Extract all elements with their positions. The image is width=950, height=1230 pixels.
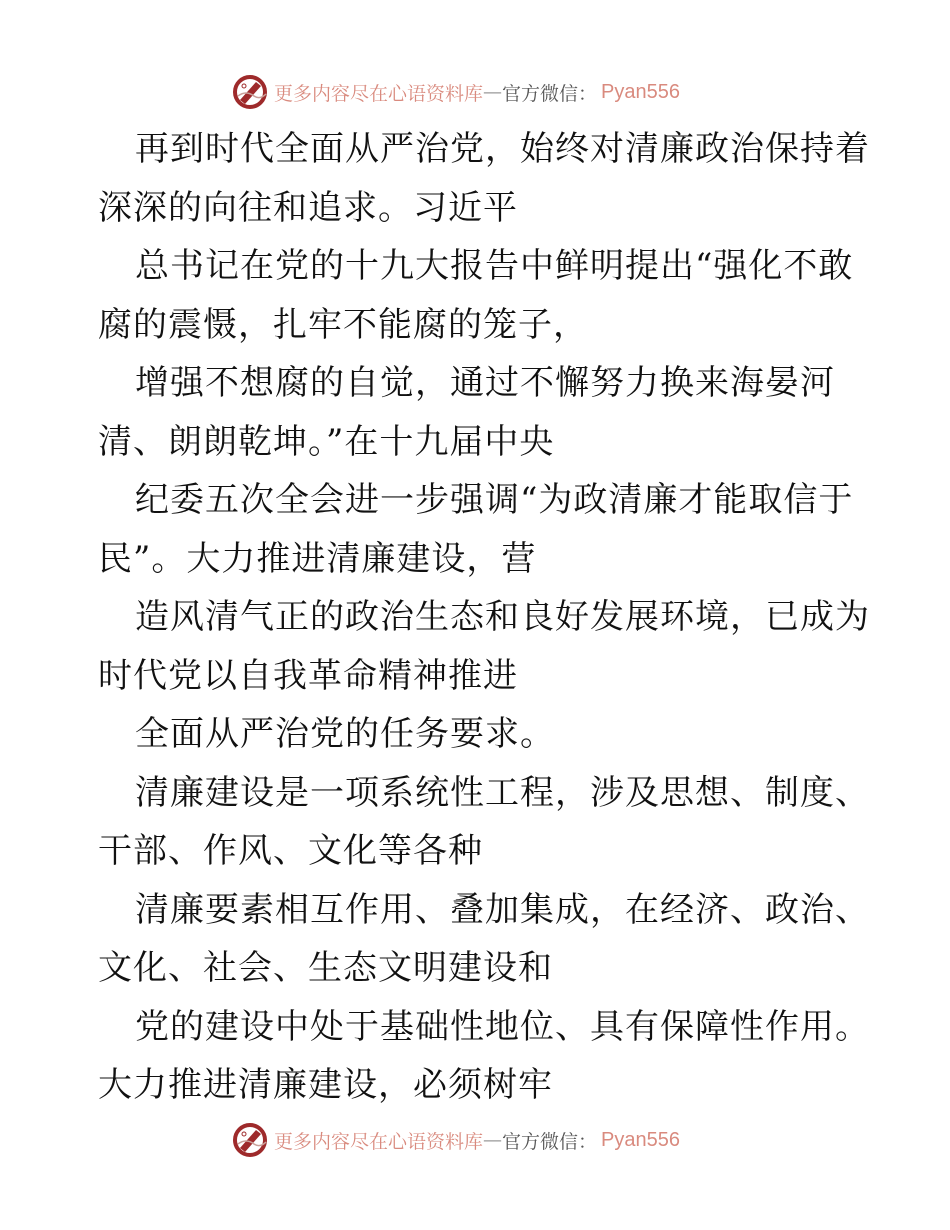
- pen-logo-icon: [232, 1122, 270, 1158]
- pen-logo-icon: [232, 74, 270, 110]
- text-line: 全面从严治党的任务要求。: [135, 714, 555, 754]
- footer-watermark-banner: [232, 1120, 680, 1160]
- header-watermark-banner: [232, 72, 680, 112]
- text-line: 时代党以自我革命精神推进: [98, 655, 518, 696]
- text-line: 纪委五次全会进一步强调“为政清廉才能取信于: [135, 480, 854, 520]
- text-line: 造风清气正的政治生态和良好发展环境，已成为: [135, 597, 870, 637]
- text-line: 党的建设中处于基础性地位、具有保障性作用。: [135, 1006, 870, 1047]
- text-line: 干部、作风、文化等各种: [98, 831, 483, 871]
- footer-wechat-id: Pyan556: [601, 1128, 680, 1151]
- text-line: 清廉要素相互作用、叠加集成，在经济、政治、: [135, 889, 870, 930]
- header-dash: —: [483, 81, 503, 103]
- text-line: 清廉建设是一项系统性工程，涉及思想、制度、: [135, 772, 870, 813]
- text-line: 民”。大力推进清廉建设，营: [98, 538, 537, 579]
- footer-dash: —: [483, 1129, 503, 1151]
- header-wechat-label: 官方微信：: [502, 82, 598, 105]
- footer-wechat-label: 官方微信：: [502, 1130, 598, 1153]
- text-line: 腐的震慑，扎牢不能腐的笼子，: [98, 304, 588, 345]
- text-line: 增强不想腐的自觉，通过不懈努力换来海晏河: [135, 363, 835, 403]
- header-wechat-id: Pyan556: [601, 80, 680, 103]
- text-line: 总书记在党的十九大报告中鲜明提出“强化不敢: [135, 246, 854, 286]
- text-line: 大力推进清廉建设，必须树牢: [98, 1065, 553, 1105]
- document-body: [98, 120, 870, 1115]
- text-line: 文化、社会、生态文明建设和: [98, 948, 553, 988]
- text-line: 清、朗朗乾坤。”在十九届中央: [98, 421, 555, 462]
- text-line: 再到时代全面从严治党，始终对清廉政治保持着: [135, 129, 870, 169]
- text-line: 深深的向往和追求。习近平: [98, 187, 518, 228]
- footer-site-name: 更多内容尽在心语资料库: [274, 1130, 484, 1153]
- header-site-name: 更多内容尽在心语资料库: [274, 82, 484, 105]
